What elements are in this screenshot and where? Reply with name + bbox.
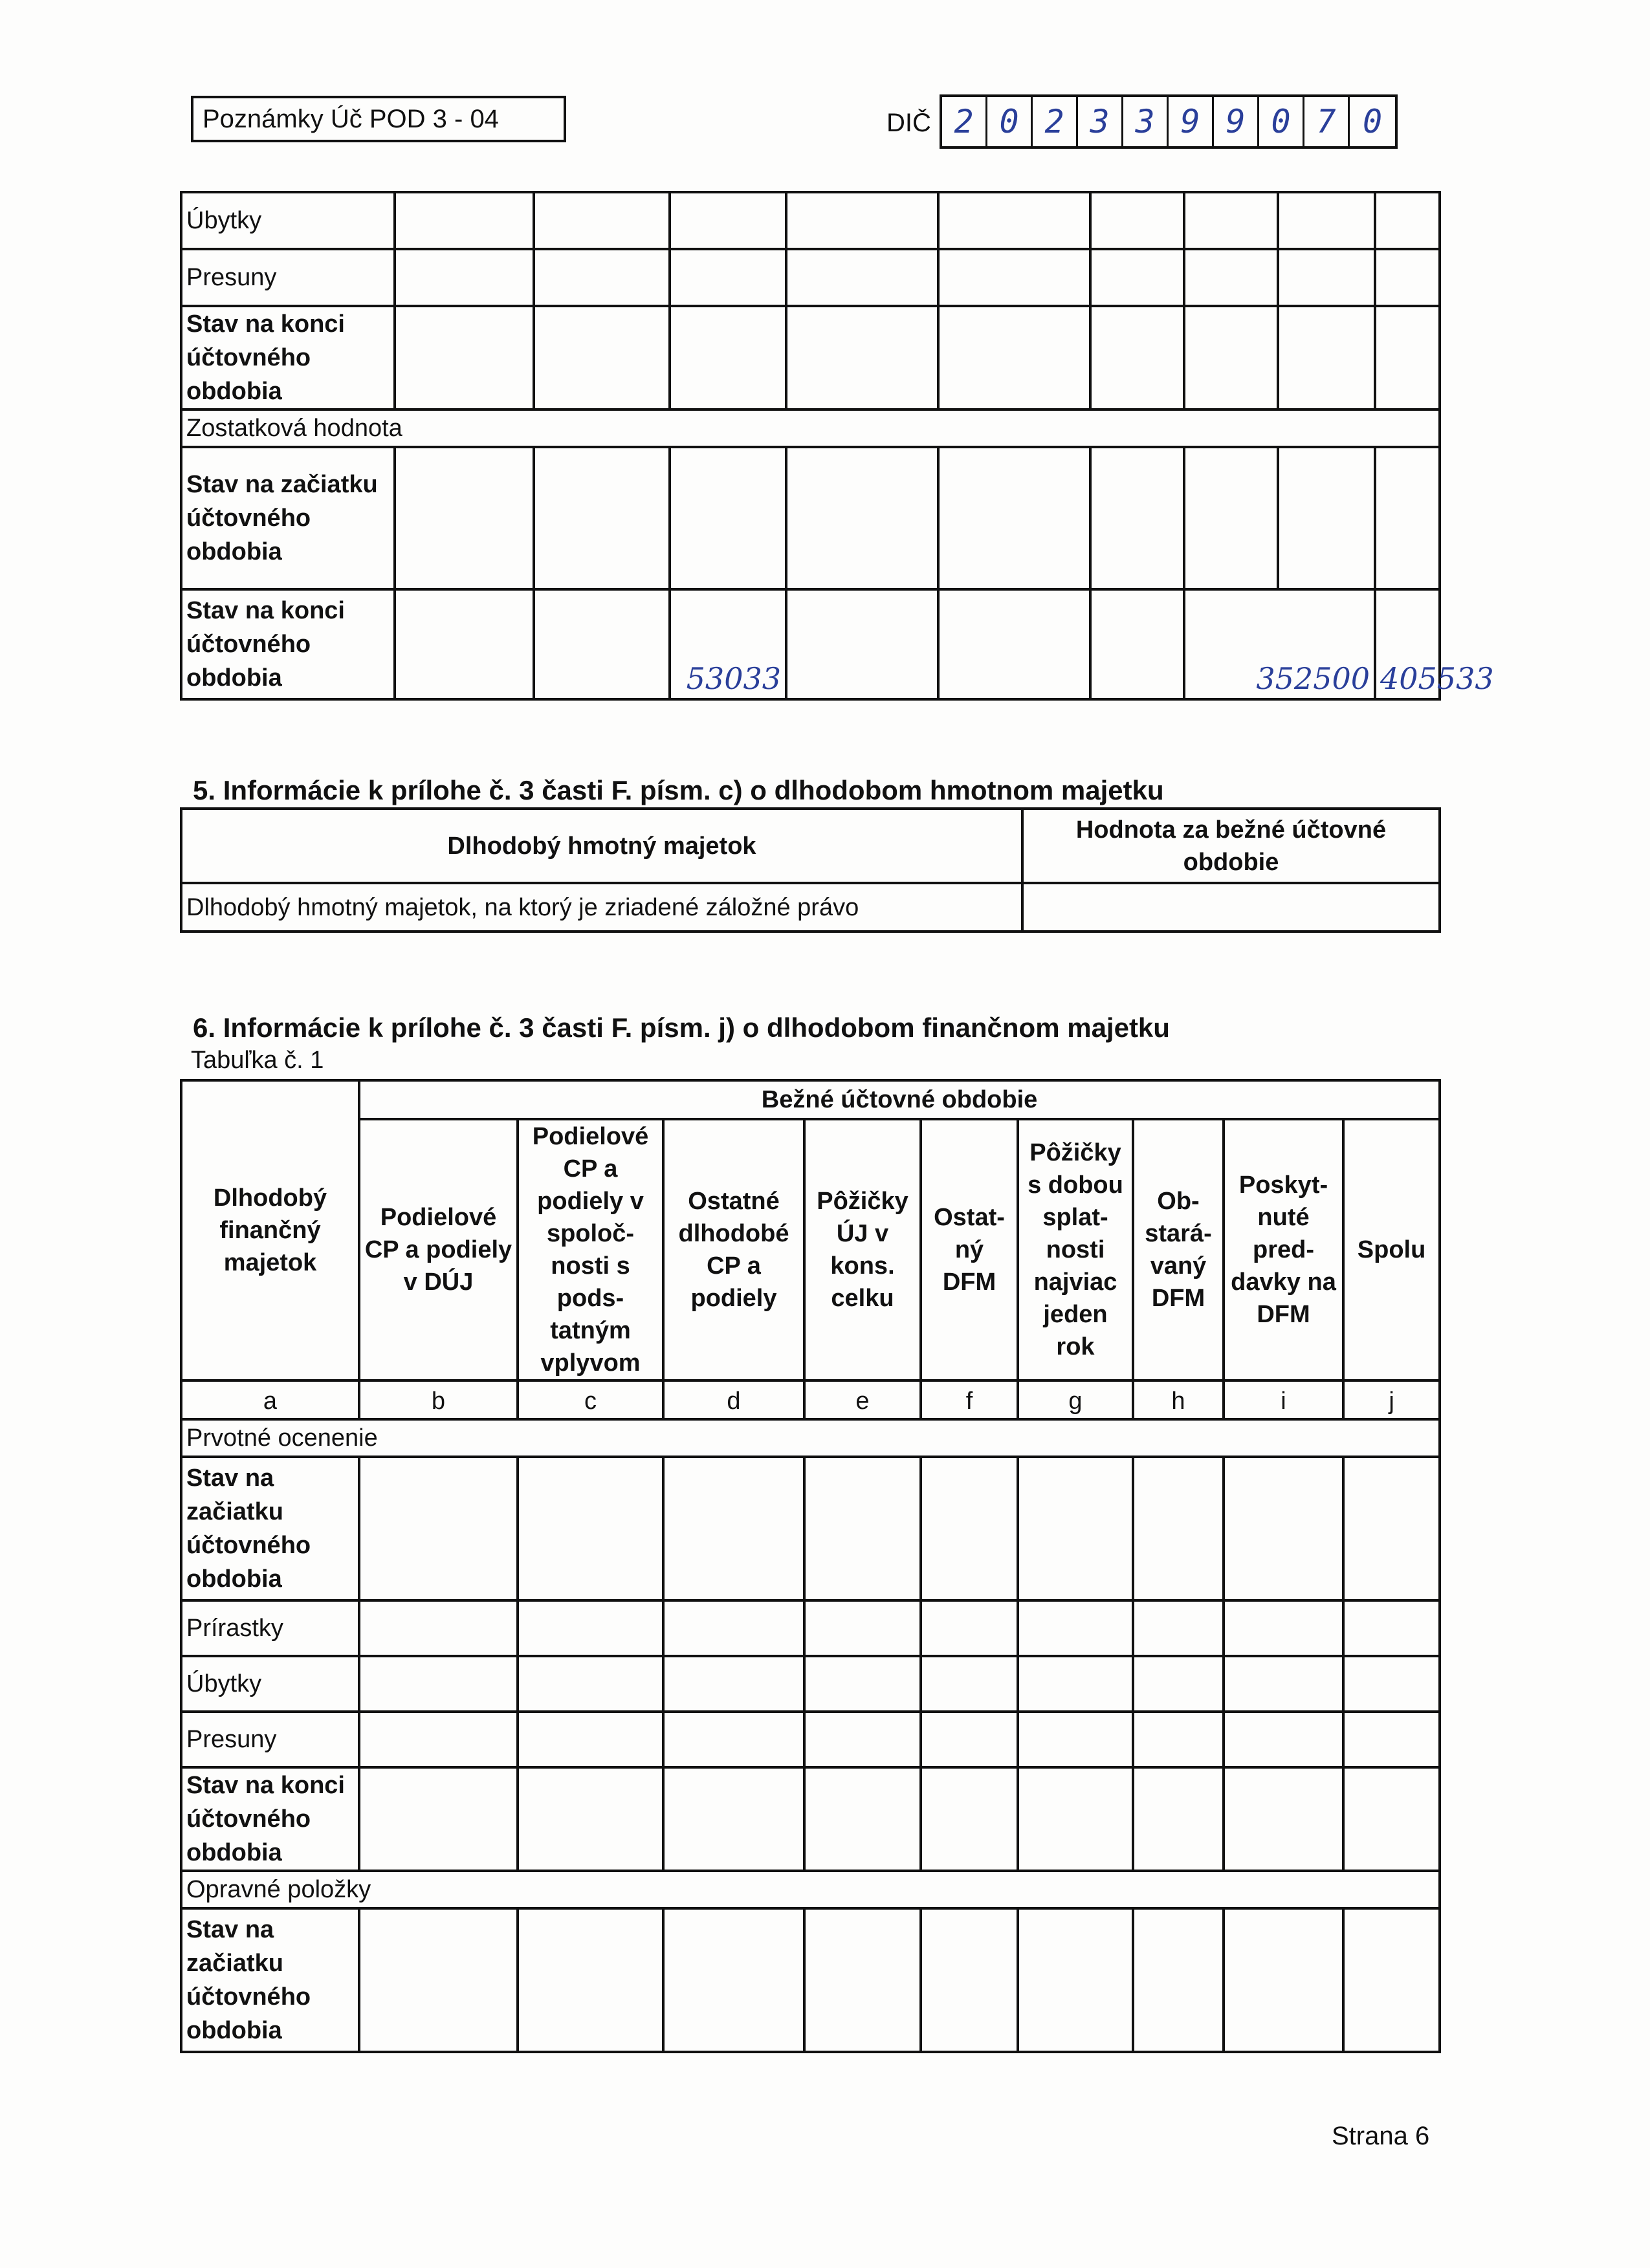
- dic-digit: 9: [1214, 97, 1259, 146]
- col-letter: i: [1224, 1380, 1343, 1419]
- row-label-opravne: Opravné položky: [181, 1871, 1440, 1908]
- handwritten-value-j: 405533: [1375, 589, 1440, 699]
- col-header-b: Podielové CP a podiely v DÚJ: [359, 1119, 518, 1380]
- form-title: Poznámky Úč POD 3 - 04: [191, 96, 566, 142]
- row-label-stav-zaciatku: Stav na začiatku účtovného obdobia: [181, 447, 395, 589]
- dic-field: [940, 94, 1398, 149]
- page-number: Strana 6: [1332, 2122, 1430, 2150]
- dic-digit: 3: [1078, 97, 1123, 146]
- row-label-stav-zaciatku-2: Stav na začiatku účtovného obdobia: [181, 1908, 359, 2052]
- section-5-header-right: Hodnota za bežné účtovné obdobie: [1022, 809, 1440, 883]
- dic-digit: 0: [1259, 97, 1304, 146]
- col-letter: c: [518, 1380, 663, 1419]
- dic-digit: 2: [942, 97, 987, 146]
- section-6-table: [180, 1079, 1441, 2053]
- row-label-prvotne: Prvotné ocenenie: [181, 1419, 1440, 1457]
- col-header-i: Poskyt-nuté pred-davky na DFM: [1224, 1119, 1343, 1380]
- col-letter: g: [1018, 1380, 1133, 1419]
- col-letter: j: [1343, 1380, 1440, 1419]
- section-6-title: 6. Informácie k prílohe č. 3 časti F. písm. j) o dlhodobom finančnom majetku: [193, 1012, 1170, 1043]
- row-label-stav-konci: Stav na konci účtovného obdobia: [181, 306, 395, 409]
- col-letter: b: [359, 1380, 518, 1419]
- col-letter: e: [804, 1380, 921, 1419]
- col-header-j: Spolu: [1343, 1119, 1440, 1380]
- row-label-stav-zaciatku: Stav na začiatku účtovného obdobia: [181, 1457, 359, 1600]
- row-label-zostatkova: Zostatková hodnota: [181, 409, 1440, 447]
- col-header-e: Pôžičky ÚJ v kons. celku: [804, 1119, 921, 1380]
- dic-digit: 3: [1123, 97, 1169, 146]
- dic-digit: 0: [1362, 103, 1383, 140]
- col-letter: d: [663, 1380, 804, 1419]
- row-label-ubytky: Úbytky: [181, 192, 395, 249]
- section-5-table: [180, 807, 1441, 933]
- row-label-stav-konci-2: Stav na konci účtovného obdobia: [181, 589, 395, 699]
- col-header-f: Ostat-ný DFM: [921, 1119, 1018, 1380]
- row-label-prirastky: Prírastky: [181, 1600, 359, 1656]
- col-letter: a: [181, 1380, 359, 1419]
- col-letter: h: [1133, 1380, 1224, 1419]
- row-label-stav-konci: Stav na konci účtovného obdobia: [181, 1767, 359, 1871]
- dic-digit: 9: [1169, 97, 1214, 146]
- handwritten-value-h: 352500: [1184, 589, 1375, 699]
- section-5-header-left: Dlhodobý hmotný majetok: [181, 809, 1022, 883]
- row-label-presuny: Presuny: [181, 249, 395, 306]
- section-5-title: 5. Informácie k prílohe č. 3 časti F. písm. c) o dlhodobom hmotnom majetku: [193, 775, 1164, 805]
- col-header-d: Ostatné dlhodobé CP a podiely: [663, 1119, 804, 1380]
- top-table: [180, 191, 1494, 701]
- dic-digit: 2: [1033, 97, 1078, 146]
- row-label-presuny: Presuny: [181, 1712, 359, 1767]
- col-header-h: Ob-stará-vaný DFM: [1133, 1119, 1224, 1380]
- dic-label: DIČ: [886, 109, 931, 137]
- period-header: Bežné účtovné obdobie: [359, 1080, 1440, 1119]
- col-header-g: Pôžičky s dobou splat-nosti najviac jeden rok: [1018, 1119, 1133, 1380]
- dic-digit: 7: [1304, 97, 1350, 146]
- section-6-subtitle: Tabuľka č. 1: [191, 1047, 324, 1074]
- col-header-c: Podielové CP a podiely v spoloč-nosti s pods-tatným vplyvom: [518, 1119, 663, 1380]
- col-header-a: Dlhodobý finančný majetok: [181, 1080, 359, 1380]
- row-label-ubytky: Úbytky: [181, 1656, 359, 1712]
- col-letter: f: [921, 1380, 1018, 1419]
- handwritten-value-d: 53033: [670, 589, 786, 699]
- dic-digit: 0: [987, 97, 1033, 146]
- section-5-row-label: Dlhodobý hmotný majetok, na ktorý je zriadené záložné právo: [181, 883, 1022, 932]
